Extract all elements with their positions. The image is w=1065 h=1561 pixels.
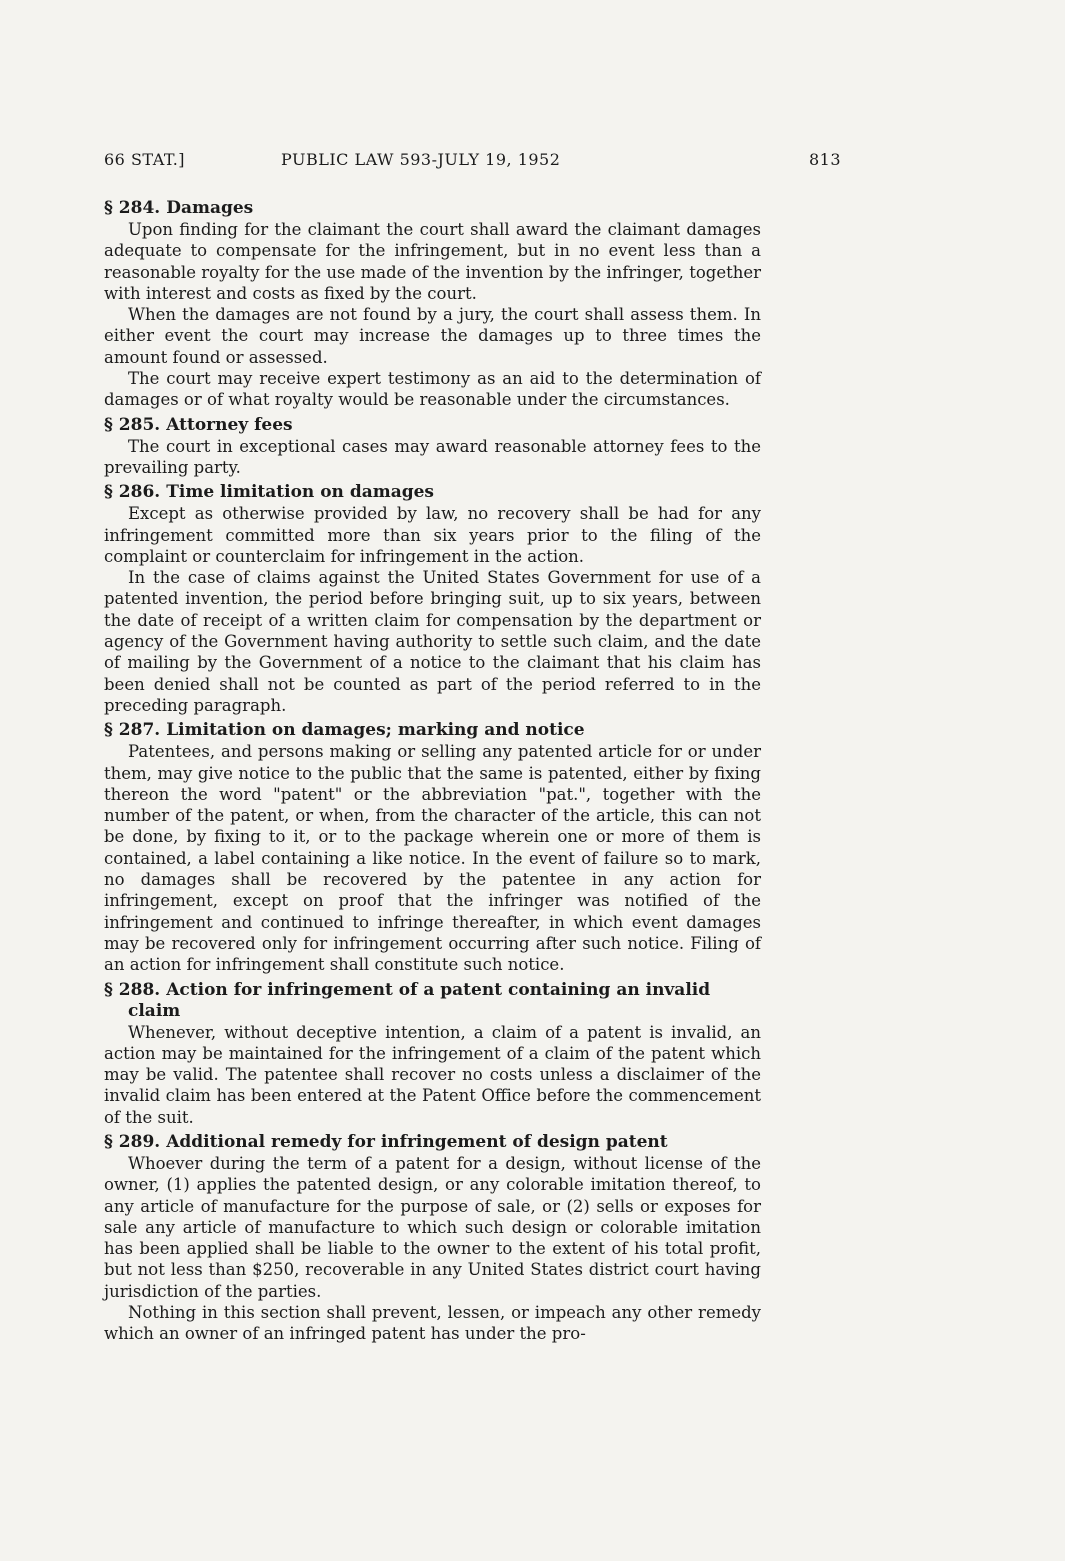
section-number: § 288. (104, 979, 161, 1000)
section-288 (104, 980, 761, 1128)
section-number: § 289. (104, 1131, 161, 1152)
section-title: Attorney fees (166, 414, 293, 435)
section-heading (104, 482, 761, 503)
document-page (104, 150, 842, 1349)
paragraph: Nothing in this section shall prevent, lessen, or impeach any other remedy which an owner of an infringed patent has under the pro- (104, 1303, 761, 1344)
section-286 (104, 482, 761, 716)
section-number: § 284. (104, 198, 161, 218)
section-heading (104, 720, 761, 741)
section-number: § 286. (104, 482, 161, 503)
paragraph: Whoever during the term of a patent for a design, without license of the owner, (1) applies the patented design, or any colorable imitation thereof, to any article of manufacture for the purpose of sale, or (2) sells or exposes for sale any article of manufacture to which such design or colorable imitation has been applied shall be liable to the owner to the extent of his total profit, but not less than $250, recoverable in any United States district court having jurisdiction of the parties. (104, 1153, 761, 1301)
section-287 (104, 720, 761, 975)
section-title: Damages (166, 198, 254, 218)
section-title: Action for infringement of a patent containing an invalid claim (128, 979, 711, 1021)
paragraph: Whenever, without deceptive intention, a claim of a patent is invalid, an action may be maintained for the infringement of a claim of the patent which may be valid. The patentee shall recover no costs unless a disclaimer of the invalid claim has been entered at the Patent Office before the commencement of the suit. (104, 1022, 761, 1127)
law-title: PUBLIC LAW 593-JULY 19, 1952 (281, 150, 561, 169)
paragraph: Upon finding for the claimant the court shall award the claimant damages adequate to compensate for the infringement, but in no event less than a reasonable royalty for the use made of the invention by the infringer, together with interest and costs as fixed by the court. (104, 220, 761, 303)
section-289 (104, 1132, 761, 1345)
section-284 (104, 198, 761, 411)
sections-container (104, 198, 761, 1345)
section-title: Time limitation on damages (166, 482, 435, 503)
page-number: 813 (809, 150, 842, 169)
section-title: Limitation on damages; marking and notice (166, 720, 585, 741)
paragraph: The court in exceptional cases may award reasonable attorney fees to the prevailing party. (104, 436, 761, 477)
paragraph: Patentees, and persons making or selling any patented article for or under them, may give notice to the public that the same is patented, either by fixing thereon the word "patent" or the abbreviation "pat.", together with the number of the patent, or when, from the character of the article, this can not be done, by fixing to it, or to the package wherein one or more of them is contained, a label containing a like notice. In the event of failure so to mark, no damages shall be recovered by the patentee in any action for infringement, except on proof that the infringer was notified of the infringement and continued to infringe thereafter, in which event damages may be recovered only for infringement occurring after such notice. Filing of an action for infringement shall constitute such notice. (104, 742, 761, 975)
section-title: Additional remedy for infringement of design patent (166, 1131, 668, 1152)
section-number: § 285. (104, 414, 161, 435)
section-heading (104, 980, 761, 1022)
section-heading (104, 415, 761, 436)
paragraph: The court may receive expert testimony as an aid to the determination of damages or of what royalty would be reasonable under the circumstances. (104, 369, 761, 410)
volume-reference: 66 STAT.] (104, 150, 186, 169)
section-285 (104, 415, 761, 479)
section-number: § 287. (104, 720, 161, 741)
paragraph: When the damages are not found by a jury, the court shall assess them. In either event the court may increase the damages up to three times the amount found or assessed. (104, 305, 761, 367)
paragraph: Except as otherwise provided by law, no recovery shall be had for any infringement committed more than six years prior to the filing of the complaint or counterclaim for infringement in the action. (104, 504, 761, 566)
running-head (104, 150, 842, 178)
section-heading (104, 1132, 761, 1153)
paragraph: In the case of claims against the United States Government for use of a patented invention, the period before bringing suit, up to six years, between the date of receipt of a written claim for compensation by the department or agency of the Government having authority to settle such claim, and the date of mailing by the Government of a notice to the claimant that his claim has been denied shall not be counted as part of the period referred to in the preceding paragraph. (104, 568, 761, 715)
section-heading (104, 198, 761, 219)
